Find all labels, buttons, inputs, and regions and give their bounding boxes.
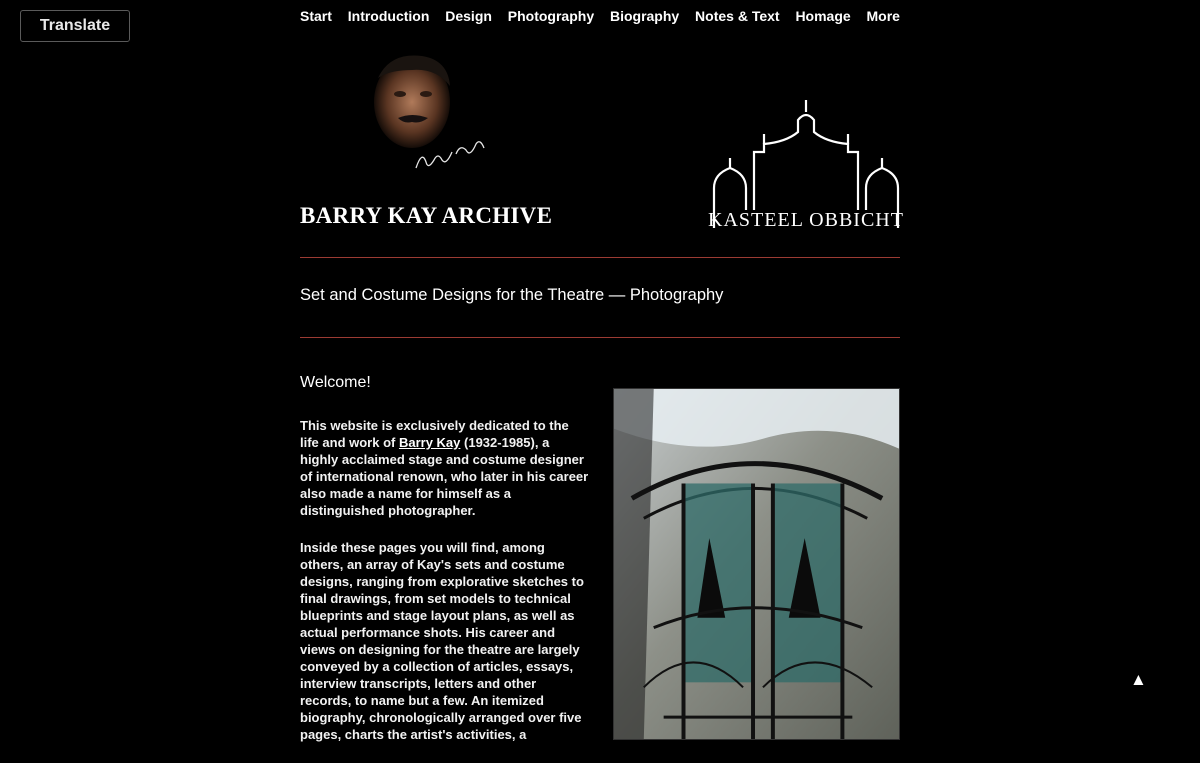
intro-text (300, 417, 590, 763)
portrait-signature-image (360, 50, 500, 180)
site-title: BARRY KAY ARCHIVE (300, 203, 553, 228)
nav-item-homage[interactable]: Homage (795, 8, 851, 24)
signature-graphic (416, 142, 484, 168)
subtitle-divider (300, 337, 900, 338)
welcome-heading: Welcome! (300, 374, 371, 391)
nav-item-notes-text[interactable]: Notes & Text (695, 8, 780, 24)
back-to-top-icon[interactable]: ▲ (1130, 670, 1147, 689)
barry-kay-link[interactable]: Barry Kay (398, 435, 461, 450)
nav-item-photography[interactable]: Photography (507, 8, 595, 24)
nav-item-start[interactable]: Start (300, 8, 332, 24)
main-nav (300, 8, 900, 24)
intro-paragraph-1: This website is exclusively dedicated to the life and work of Barry Kay (1932-1985), a highly acclaimed stage and costume designer of international renown, who later in his career also made a name for himself as a distinguished photographer. (300, 418, 589, 518)
nav-item-design[interactable]: Design (445, 8, 492, 24)
castle-logo[interactable] (708, 100, 904, 232)
nav-item-more[interactable]: More (866, 8, 900, 24)
nav-item-introduction[interactable]: Introduction (347, 8, 430, 24)
logo-text: KASTEEL OBBICHT (708, 209, 904, 231)
header-divider (300, 257, 900, 258)
nav-item-biography[interactable]: Biography (609, 8, 680, 24)
stage-design-artwork[interactable] (613, 388, 900, 740)
intro-paragraph-2: Inside these pages you will find, among others, an array of Kay's sets and costume designs, ranging from explorative sketches to final drawings, from set models to technical blueprints and stage layout plans, as well as actual performance shots. His career and views on designing for the theatre are largely conveyed by a collection of articles, essays, interview transcripts, letters and other records, to name but a few. An itemized biography, chronologically arranged over five pages, charts the artist's activities, a (300, 540, 584, 742)
translate-button[interactable]: Translate (20, 10, 130, 42)
page-subtitle: Set and Costume Designs for the Theatre — Photography (300, 286, 724, 304)
